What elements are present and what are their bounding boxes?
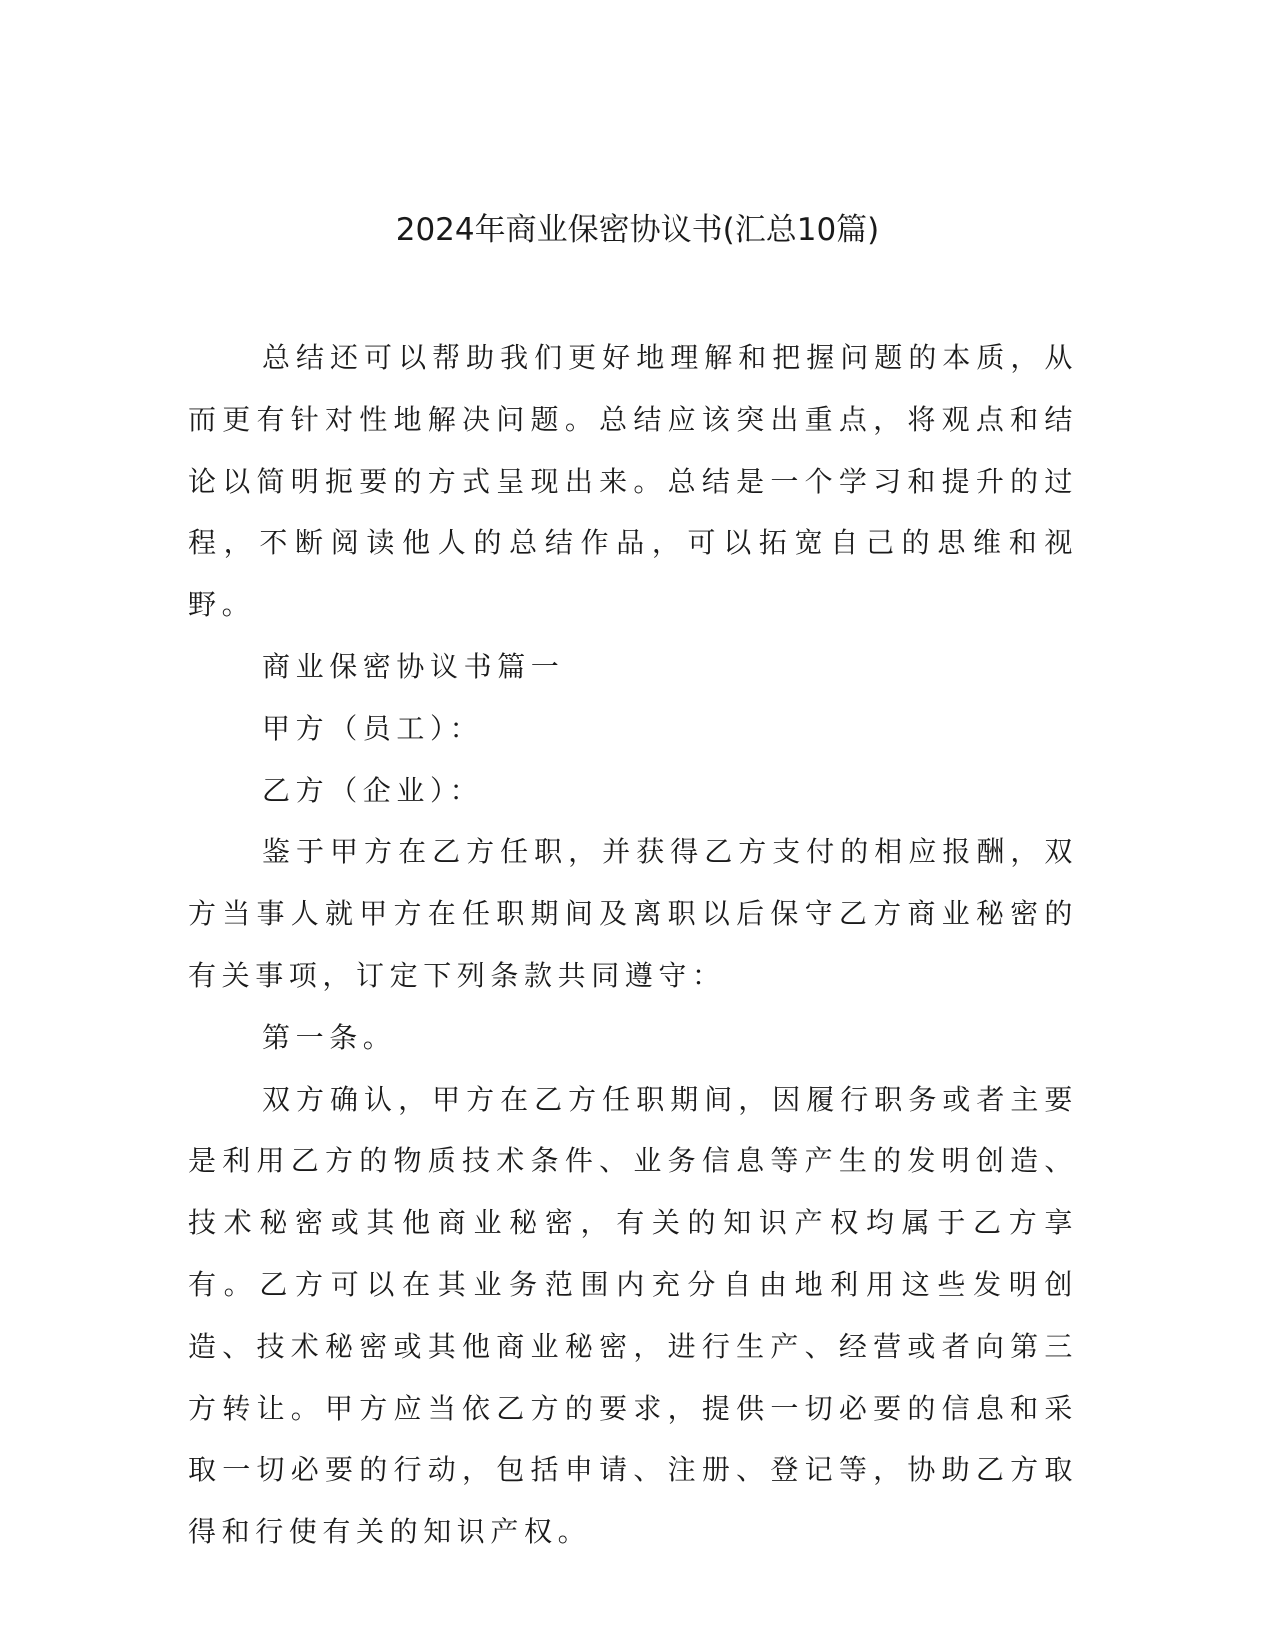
party-a-line: 甲方（员工）： <box>262 711 484 745</box>
party-b-line: 乙方（企业）： <box>262 773 484 807</box>
document-title: 2024年商业保密协议书(汇总10篇) <box>395 212 880 248</box>
document-body <box>188 327 1078 1563</box>
intro-paragraph: 总结还可以帮助我们更好地理解和把握问题的本质，从而更有针对性地解决问题。总结应该突出重点，将观点和结论以简明扼要的方式呈现出来。总结是一个学习和提升的过程，不断阅读他人的总结作品，可以拓宽自己的思维和视野。 <box>188 341 1078 622</box>
section-heading: 商业保密协议书篇一 <box>262 649 565 683</box>
article-paragraph: 双方确认，甲方在乙方任职期间，因履行职务或者主要是利用乙方的物质技术条件、业务信息等产生的发明创造、技术秘密或其他商业秘密，有关的知识产权均属于乙方享有。乙方可以在其业务范围内充分自由地利用这些发明创造、技术秘密或其他商业秘密，进行生产、经营或者向第三方转让。甲方应当依乙方的要求，提供一切必要的信息和采取一切必要的行动，包括申请、注册、登记等，协助乙方取得和行使有关的知识产权。 <box>188 1082 1078 1549</box>
article-heading: 第一条。 <box>262 1020 397 1054</box>
preamble-paragraph: 鉴于甲方在乙方任职，并获得乙方支付的相应报酬，双方当事人就甲方在任职期间及离职以后保守乙方商业秘密的有关事项，订定下列条款共同遵守： <box>188 835 1078 992</box>
